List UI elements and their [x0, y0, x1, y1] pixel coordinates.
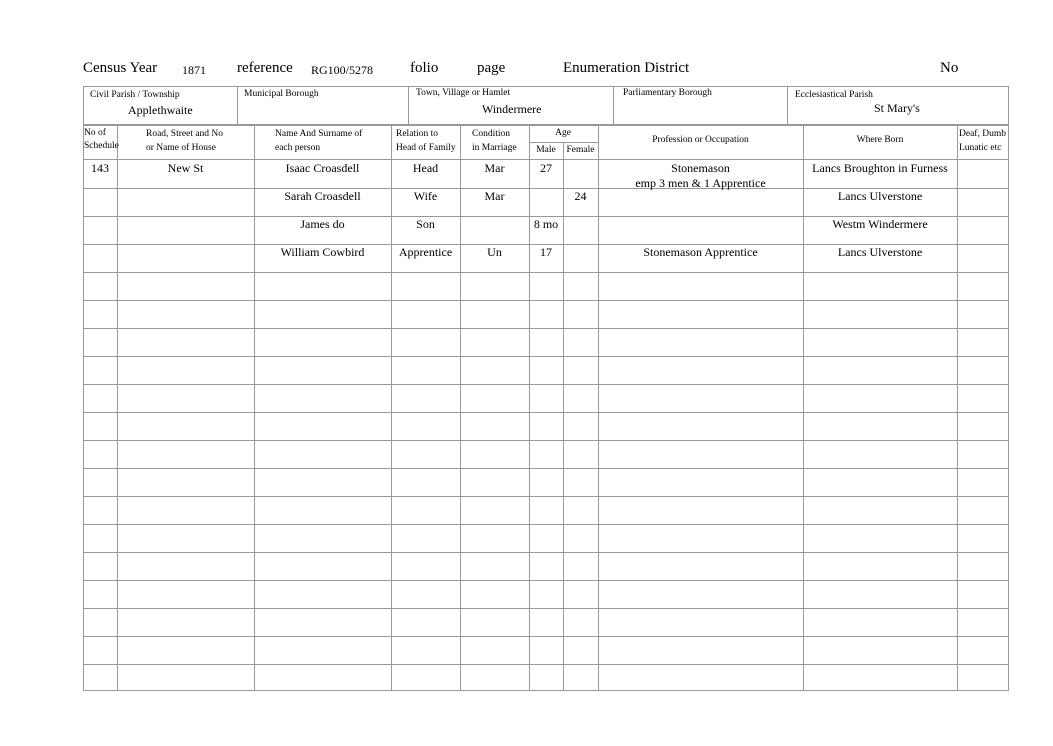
row-divider — [83, 300, 1009, 301]
ecclesiastical-parish-value: St Mary's — [874, 101, 920, 115]
places-divider — [408, 86, 409, 125]
reference-label: reference — [237, 60, 293, 76]
col-deaf-line2: Lunatic etc — [959, 143, 1002, 153]
column-divider — [254, 125, 255, 690]
col-name-line1: Name And Surname of — [275, 129, 363, 139]
cell-name: William Cowbird — [280, 245, 365, 259]
cell-age-male: 27 — [540, 161, 552, 175]
row-divider — [83, 524, 1009, 525]
census-table — [83, 125, 1009, 691]
cell-street: New St — [167, 161, 204, 175]
town-value: Windermere — [482, 102, 542, 116]
column-divider — [529, 125, 530, 690]
cell-condition: Mar — [484, 161, 505, 175]
column-divider — [598, 125, 599, 690]
row-divider — [83, 608, 1009, 609]
column-divider — [391, 125, 392, 690]
cell-relation: Wife — [413, 189, 438, 203]
row-divider — [83, 636, 1009, 637]
row-divider — [83, 580, 1009, 581]
row-divider — [83, 468, 1009, 469]
row-divider — [83, 440, 1009, 441]
ecclesiastical-parish-label: Ecclesiastical Parish — [795, 90, 873, 100]
places-divider — [787, 86, 788, 125]
cell-where-born: Lancs Ulverstone — [837, 189, 923, 203]
cell-name: Sarah Croasdell — [284, 189, 361, 203]
age-divider — [529, 142, 598, 143]
census-year-value: 1871 — [182, 63, 206, 77]
column-divider — [803, 125, 804, 690]
col-profession: Profession or Occupation — [652, 135, 749, 145]
civil-parish-value: Applethwaite — [128, 103, 193, 117]
col-condition-line2: in Marriage — [472, 143, 517, 153]
col-condition-line1: Condition — [472, 129, 511, 139]
col-age: Age — [555, 128, 571, 138]
places-divider — [237, 86, 238, 125]
cell-relation: Son — [416, 217, 435, 231]
col-schedule-line2: Schedule — [84, 141, 119, 151]
col-age-male: Male — [536, 145, 556, 155]
reference-value: RG100/5278 — [311, 63, 374, 77]
cell-age-male: 8 mo — [533, 217, 559, 231]
row-divider — [83, 552, 1009, 553]
col-schedule-line1: No of — [84, 128, 106, 138]
col-relation-line1: Relation to — [396, 129, 438, 139]
row-divider — [83, 356, 1009, 357]
cell-where-born: Lancs Ulverstone — [837, 245, 923, 259]
census-year-label: Census Year — [83, 60, 158, 76]
cell-profession-detail: emp 3 men & 1 Apprentice — [635, 176, 766, 190]
folio-label: folio — [410, 60, 439, 76]
no-label: No — [940, 60, 959, 76]
col-street-line2: or Name of House — [146, 143, 216, 153]
cell-relation: Head — [412, 161, 439, 175]
row-divider — [83, 328, 1009, 329]
places-divider — [613, 86, 614, 125]
parliamentary-borough-label: Parliamentary Borough — [623, 88, 712, 98]
column-divider — [117, 125, 118, 690]
column-divider — [460, 125, 461, 690]
page-label: page — [477, 60, 506, 76]
civil-parish-label: Civil Parish / Township — [90, 90, 180, 100]
row-divider — [83, 159, 1009, 160]
col-where-born: Where Born — [856, 135, 904, 145]
row-divider — [83, 664, 1009, 665]
cell-profession: Stonemason — [671, 161, 730, 175]
row-divider — [83, 496, 1009, 497]
cell-relation: Apprentice — [398, 245, 453, 259]
col-name-line2: each person — [275, 143, 321, 153]
cell-condition: Un — [487, 245, 502, 259]
col-deaf-line1: Deaf, Dumb — [959, 129, 1006, 139]
cell-profession: Stonemason Apprentice — [643, 245, 758, 259]
col-age-female: Female — [566, 145, 595, 155]
cell-schedule: 143 — [91, 161, 109, 175]
town-label: Town, Village or Hamlet — [416, 88, 511, 98]
col-relation-line2: Head of Family — [396, 143, 456, 153]
cell-where-born: Lancs Broughton in Furness — [812, 161, 948, 175]
enumeration-district-label: Enumeration District — [563, 60, 690, 76]
cell-condition: Mar — [484, 189, 505, 203]
cell-where-born: Westm Windermere — [832, 217, 928, 231]
cell-age-male: 17 — [540, 245, 552, 259]
row-divider — [83, 412, 1009, 413]
municipal-borough-label: Municipal Borough — [244, 89, 319, 99]
col-street-line1: Road, Street and No — [146, 129, 224, 139]
row-divider — [83, 384, 1009, 385]
cell-name: James do — [300, 217, 345, 231]
row-divider — [83, 272, 1009, 273]
cell-name: Isaac Croasdell — [285, 161, 360, 175]
cell-age-female: 24 — [574, 189, 587, 203]
column-divider — [957, 125, 958, 690]
